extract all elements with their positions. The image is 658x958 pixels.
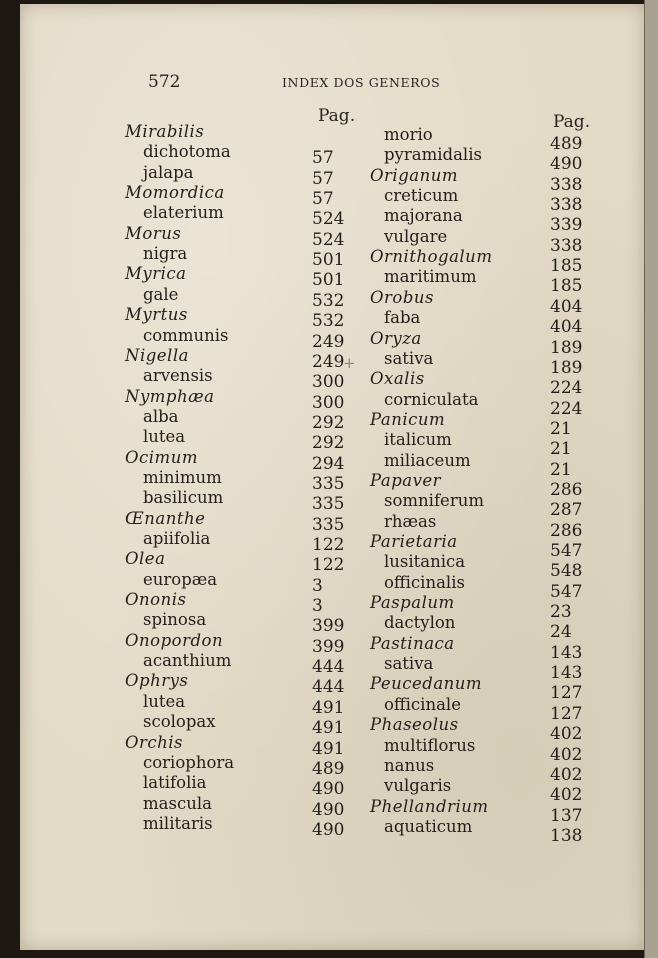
page-reference: 490	[550, 154, 583, 175]
species-name: corniculata	[384, 389, 479, 409]
genus-name: Ophrys	[125, 671, 189, 691]
page-reference: 532	[312, 311, 345, 332]
species-name: scolopax	[143, 712, 216, 732]
species-name: creticum	[384, 186, 459, 206]
page-reference: 287	[550, 500, 583, 521]
genus-name: Œnanthe	[125, 508, 206, 528]
page-reference: 3	[312, 596, 323, 617]
species-name: gale	[143, 284, 179, 304]
species-name: mascula	[143, 793, 212, 813]
page-reference: 491	[312, 738, 345, 759]
species-name: arvensis	[143, 366, 213, 386]
page-reference: 338	[550, 235, 583, 256]
species-name: officinalis	[384, 572, 465, 592]
page-reference: 137	[550, 805, 583, 826]
page-reference: 490	[312, 799, 345, 820]
page-reference: 24	[550, 622, 572, 643]
page-reference: 547	[550, 581, 583, 602]
page-reference: 21	[550, 459, 572, 480]
species-name: morio	[384, 125, 433, 144]
page-reference: 524	[312, 229, 345, 250]
page-reference: 444	[312, 657, 345, 678]
genus-name: Oxalis	[370, 369, 425, 389]
page-reference: 127	[550, 703, 583, 724]
genus-name: Orchis	[125, 732, 184, 752]
species-name: militaris	[143, 813, 213, 833]
species-name: vulgare	[384, 226, 448, 246]
genus-name: Ornithogalum	[370, 247, 493, 267]
right-pag-label: Pag.	[553, 112, 591, 132]
page-reference: 57	[312, 168, 334, 189]
genus-name: Olea	[125, 549, 166, 569]
page-reference: 189	[550, 337, 583, 358]
species-name: aquaticum	[384, 816, 473, 836]
species-name: multiflorus	[384, 735, 476, 755]
genus-name: Pastinaca	[370, 633, 455, 653]
page-reference: 490	[312, 779, 345, 800]
species-name: lutea	[143, 427, 186, 447]
genus-name: Morus	[125, 223, 182, 243]
page-reference: 335	[312, 473, 345, 494]
species-name: alba	[143, 406, 179, 426]
left-pag-label: Pag.	[318, 106, 356, 126]
page-reference: 127	[550, 683, 583, 704]
genus-name: Phellandrium	[370, 796, 489, 816]
page-reference: 489	[550, 134, 583, 154]
species-name: minimum	[143, 467, 222, 487]
genus-name: Ononis	[125, 590, 187, 610]
species-name: maritimum	[384, 267, 477, 287]
page-header	[148, 72, 468, 94]
species-name: lusitanica	[384, 552, 466, 572]
species-name: rhæas	[384, 511, 437, 531]
page-reference: 249	[312, 331, 345, 352]
species-name: miliaceum	[384, 450, 471, 470]
page-reference: 490	[312, 819, 345, 840]
page-reference: 489	[312, 758, 345, 779]
page-reference: 292	[312, 433, 345, 454]
page-reference: 524	[312, 209, 345, 230]
page-reference: 249	[312, 351, 345, 372]
page-reference: 286	[550, 479, 583, 500]
page-reference: 339	[550, 215, 583, 236]
page-reference: 185	[550, 276, 583, 297]
page-reference: 224	[550, 378, 583, 399]
page-reference: 404	[550, 296, 583, 317]
page-reference: 501	[312, 270, 345, 291]
page-reference: 21	[550, 418, 572, 439]
species-name: sativa	[384, 348, 434, 368]
species-name: sativa	[384, 654, 434, 674]
page-reference: 402	[550, 724, 583, 745]
genus-name: Paspalum	[370, 593, 455, 613]
genus-name: Ocimum	[125, 447, 198, 467]
page-reference: 335	[312, 514, 345, 535]
page-reference: 292	[312, 412, 345, 433]
page-reference: 57	[312, 148, 334, 169]
genus-name: Panicum	[370, 409, 446, 429]
genus-name: Peucedanum	[370, 674, 483, 694]
page-reference: 338	[550, 195, 583, 216]
page-reference: 294	[312, 453, 345, 474]
page-reference: 444	[312, 677, 345, 698]
page-reference: 21	[550, 439, 572, 460]
species-name: apiifolia	[143, 529, 211, 548]
genus-name: Origanum	[370, 165, 458, 185]
species-name: lutea	[143, 691, 186, 711]
page-reference: 402	[550, 744, 583, 765]
page-reference: 402	[550, 785, 583, 806]
running-head: INDEX DOS GENEROS	[282, 75, 441, 90]
genus-name: Papaver	[370, 470, 442, 490]
page-number: 572	[148, 72, 181, 92]
genus-name: Parietaria	[370, 532, 458, 551]
species-name: europæa	[143, 569, 218, 589]
page-reference: 404	[550, 317, 583, 338]
genus-name: Onopordon	[125, 630, 224, 650]
page-reference: 122	[312, 555, 345, 576]
genus-name: Myrica	[125, 264, 187, 284]
page-reference: 143	[550, 642, 583, 663]
species-name: latifolia	[143, 773, 207, 793]
page-reference: 122	[312, 535, 345, 555]
page-reference: 286	[550, 520, 583, 541]
page-reference: 491	[312, 718, 345, 739]
page-reference: 57	[312, 189, 334, 210]
genus-name: Orobus	[370, 287, 435, 307]
species-name: majorana	[384, 206, 463, 226]
page-reference: 491	[312, 697, 345, 718]
species-name: elaterium	[143, 203, 224, 223]
species-name: acanthium	[143, 651, 232, 671]
species-name: pyramidalis	[384, 145, 482, 165]
page-reference: 224	[550, 398, 583, 419]
page-reference: 399	[312, 636, 345, 657]
page-reference: 185	[550, 256, 583, 277]
species-name: jalapa	[143, 162, 194, 182]
species-name: dichotoma	[143, 142, 231, 162]
page-reference: 501	[312, 250, 345, 271]
genus-name: Phaseolus	[370, 715, 459, 735]
genus-name: Nymphæa	[125, 386, 215, 406]
page-reference: 402	[550, 764, 583, 785]
page-reference: 300	[312, 372, 345, 393]
genus-name: Oryza	[370, 328, 422, 348]
species-name: italicum	[384, 430, 452, 450]
page-reference: 548	[550, 561, 583, 582]
page-reference: 138	[550, 825, 583, 846]
genus-name: Momordica	[125, 183, 225, 203]
page-reference: 300	[312, 392, 345, 413]
species-name: somniferum	[384, 491, 484, 511]
page-reference: 189	[550, 357, 583, 378]
species-name: vulgaris	[384, 776, 452, 796]
page-reference: 335	[312, 494, 345, 515]
genus-name: Mirabilis	[125, 122, 205, 141]
species-name: faba	[384, 308, 421, 328]
page-reference: 547	[550, 541, 583, 561]
page-reference: 338	[550, 174, 583, 195]
page-reference: 23	[550, 602, 572, 623]
species-name: coriophora	[143, 752, 235, 772]
species-name: nanus	[384, 755, 435, 775]
species-name: communis	[143, 325, 229, 345]
species-name: nigra	[143, 244, 188, 264]
species-name: basilicum	[143, 488, 224, 508]
species-name: officinale	[384, 694, 461, 714]
genus-name: Myrtus	[125, 305, 188, 325]
genus-name: Nigella	[125, 345, 189, 365]
species-name: dactylon	[384, 613, 456, 633]
margin-mark: +	[343, 354, 356, 372]
page-reference: 532	[312, 290, 345, 311]
page-reference: 143	[550, 663, 583, 684]
page-reference: 399	[312, 616, 345, 637]
species-name: spinosa	[143, 610, 207, 630]
page-edge	[644, 0, 658, 958]
page-reference: 3	[312, 575, 323, 596]
